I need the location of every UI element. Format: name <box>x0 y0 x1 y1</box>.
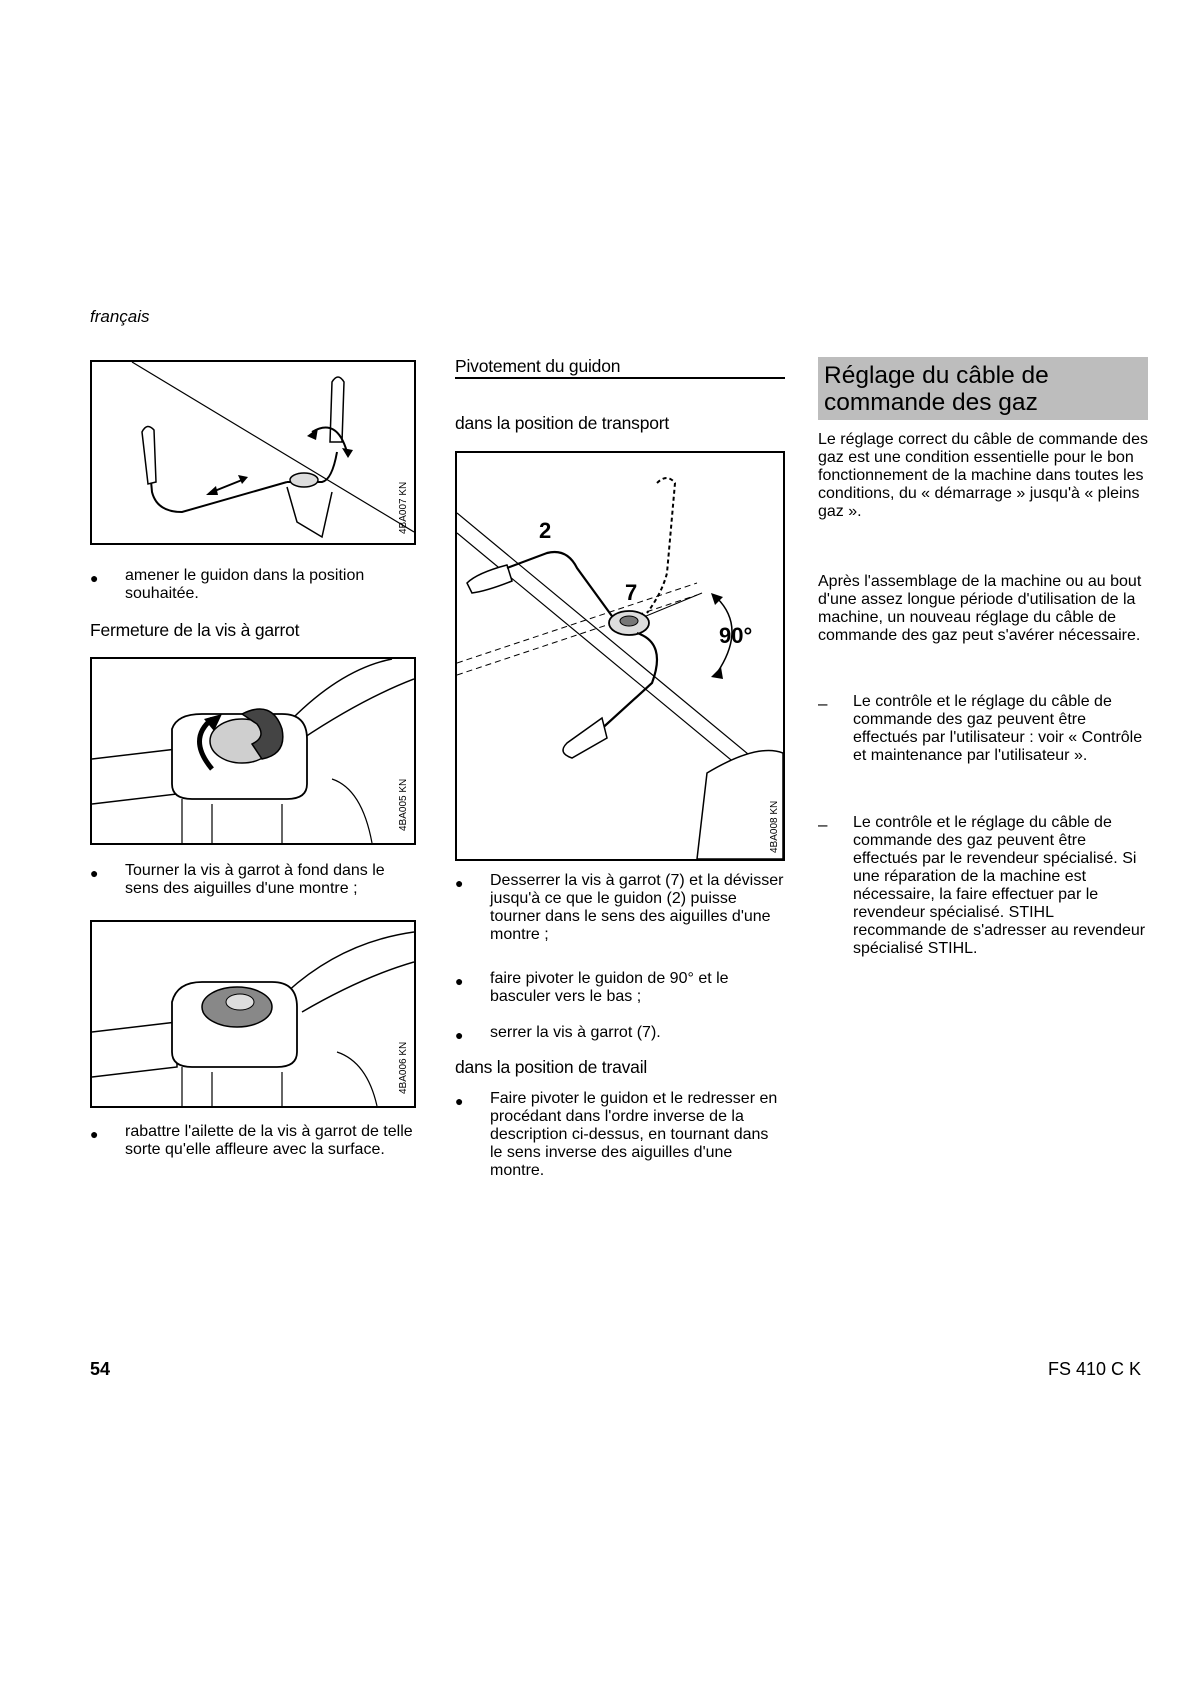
bullet-icon: ● <box>455 973 464 989</box>
list-item: ● rabattre l'ailette de la vis à garrot de telle sorte qu'elle affleure avec la surface. <box>90 1123 413 1158</box>
heading-rule <box>455 377 785 379</box>
paragraph: Le réglage correct du câble de commande des gaz est une condition essentielle pour le bon fonctionnement de la machine dans toutes les conditions, du « démarrage » jusqu'à « pleins gaz ». <box>818 431 1148 520</box>
figure-code: 4BA006 KN <box>398 1041 409 1094</box>
page-number: 54 <box>90 1359 111 1379</box>
heading-pivot-handlebar: Pivotement du guidon <box>455 356 621 376</box>
list-item: ● serrer la vis à garrot (7). <box>455 1024 785 1046</box>
bullet-icon: ● <box>455 875 464 891</box>
list-item: ● Faire pivoter le guidon et le redresser en procédant dans l'ordre inverse de la description ci-dessus, en tournant dans le sens inverse des aiguilles d'une montre. <box>455 1090 778 1179</box>
figure-code: 4BA005 KN <box>398 778 409 831</box>
bullet-icon: ● <box>455 1027 464 1043</box>
heading-work-position: dans la position de travail <box>455 1057 648 1077</box>
bullet-icon: ● <box>90 865 99 881</box>
section-title: Réglage du câble de commande des gaz <box>818 357 1148 420</box>
heading-close-screw: Fermeture de la vis à garrot <box>90 620 300 640</box>
bullet-icon: ● <box>90 570 99 586</box>
list-item: – Le contrôle et le réglage du câble de commande des gaz peuvent être effectués par l'utilisateur : voir « Contrôle et maintenance par l'utilisateur ». <box>818 693 1143 764</box>
label-7: 7 <box>625 580 638 605</box>
list-item: – Le contrôle et le réglage du câble de commande des gaz peuvent être effectués par le revendeur spécialisé. Si une réparation de la machine est nécessaire, la faire effectuer par le revendeur spécialisé. STIHL recommande de s'adresser au revendeur spécialisé STIHL. <box>818 814 1146 957</box>
label-angle: 90° <box>719 623 753 648</box>
heading-transport-position: dans la position de transport <box>455 413 670 433</box>
model-name: FS 410 C K <box>1048 1359 1142 1379</box>
figure-screw-flush <box>90 920 416 1108</box>
figure-screw-tighten <box>90 657 416 845</box>
list-item: ● amener le guidon dans la position souhaitée. <box>90 567 365 602</box>
list-item: ● Desserrer la vis à garrot (7) et la dévisser jusqu'à ce que le guidon (2) puisse tourner dans le sens des aiguilles d'une montre ; <box>455 872 784 943</box>
dash-icon: – <box>818 815 828 834</box>
list-item: ● faire pivoter le guidon de 90° et le basculer vers le bas ; <box>455 970 729 1005</box>
figure-code: 4BA008 KN <box>769 800 780 853</box>
bullet-icon: ● <box>455 1093 464 1109</box>
figure-handlebar-position <box>90 360 416 545</box>
label-2: 2 <box>539 518 552 543</box>
figure-code: 4BA007 KN <box>398 481 409 534</box>
language-label: français <box>90 307 150 326</box>
figure-handlebar-pivot <box>455 451 785 861</box>
list-item: ● Tourner la vis à garrot à fond dans le sens des aiguilles d'une montre ; <box>90 862 385 897</box>
dash-icon: – <box>818 694 828 713</box>
bullet-icon: ● <box>90 1126 99 1142</box>
paragraph: Après l'assemblage de la machine ou au bout d'une assez longue période d'utilisation de la machine, un nouveau réglage du câble de commande des gaz peut s'avérer nécessaire. <box>818 573 1142 644</box>
